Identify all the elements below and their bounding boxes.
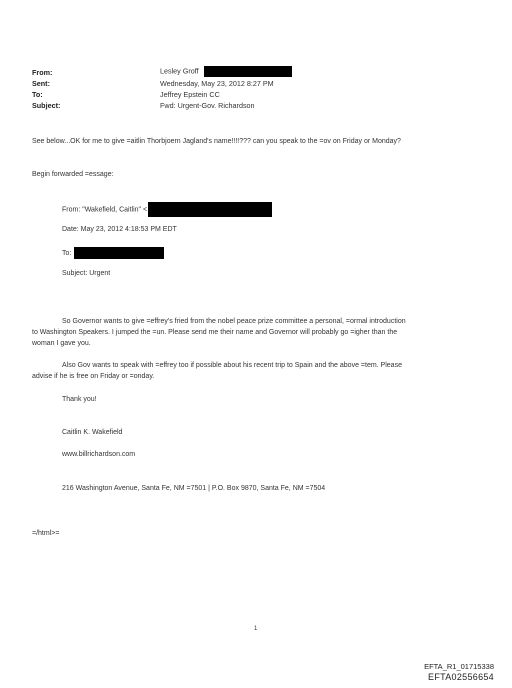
sent-label: Sent: (32, 79, 50, 88)
subject-label: Subject: (32, 101, 61, 110)
para1-line1: So Governor wants to give =effrey's fried from the nobel peace prize committee a personal, =ormal introduction (62, 318, 406, 325)
bates-number-1: EFTA_R1_01715338 (424, 662, 494, 671)
redaction-bar (204, 66, 292, 77)
fwd-subject-row: Subject: Urgent (62, 270, 111, 277)
redaction-bar (74, 247, 164, 259)
fwd-to-row: To: (62, 247, 164, 259)
subject-value: Fwd: Urgent-Gov. Richardson (160, 101, 255, 110)
para2-line2: advise if he is free on Friday or =onday. (32, 373, 155, 380)
redaction-bar (148, 202, 272, 217)
para1-line2: to Washington Speakers. I jumped the =un. Please send me their name and Governor will probably go =igher than the (32, 329, 398, 336)
sent-value: Wednesday, May 23, 2012 8:27 PM (160, 79, 274, 88)
bates-number-2: EFTA02556654 (428, 672, 494, 682)
to-label: To: (32, 90, 43, 99)
para2-line1: Also Gov wants to speak with =effrey too if possible about his recent trip to Spain and the above =tem. Please (62, 362, 402, 369)
from-value: Lesley Groff (160, 66, 292, 77)
to-value: Jeffrey Epstein CC (160, 90, 220, 99)
intro-text: See below...OK for me to give =aitlin Thorbjoern Jagland's name!!!!??? can you speak to the =ov on Friday or Monday? (32, 138, 401, 145)
begin-forwarded-text: Begin forwarded =essage: (32, 171, 114, 178)
page-number: 1 (254, 626, 258, 632)
signature-name: Caitlin K. Wakefield (62, 429, 123, 436)
signature-address: 216 Washington Avenue, Santa Fe, NM =7501 | P.O. Box 9870, Santa Fe, NM =7504 (62, 485, 326, 492)
html-tag-text: =/html>= (32, 530, 60, 537)
para1-line3: woman I gave you. (32, 340, 91, 347)
fwd-date-row: Date: May 23, 2012 4:18:53 PM EDT (62, 226, 177, 233)
fwd-from-row: From: "Wakefield, Caitlin" < (62, 202, 272, 217)
thanks-text: Thank you! (62, 396, 97, 403)
from-label: From: (32, 68, 53, 77)
signature-website: www.billrichardson.com (62, 451, 136, 458)
